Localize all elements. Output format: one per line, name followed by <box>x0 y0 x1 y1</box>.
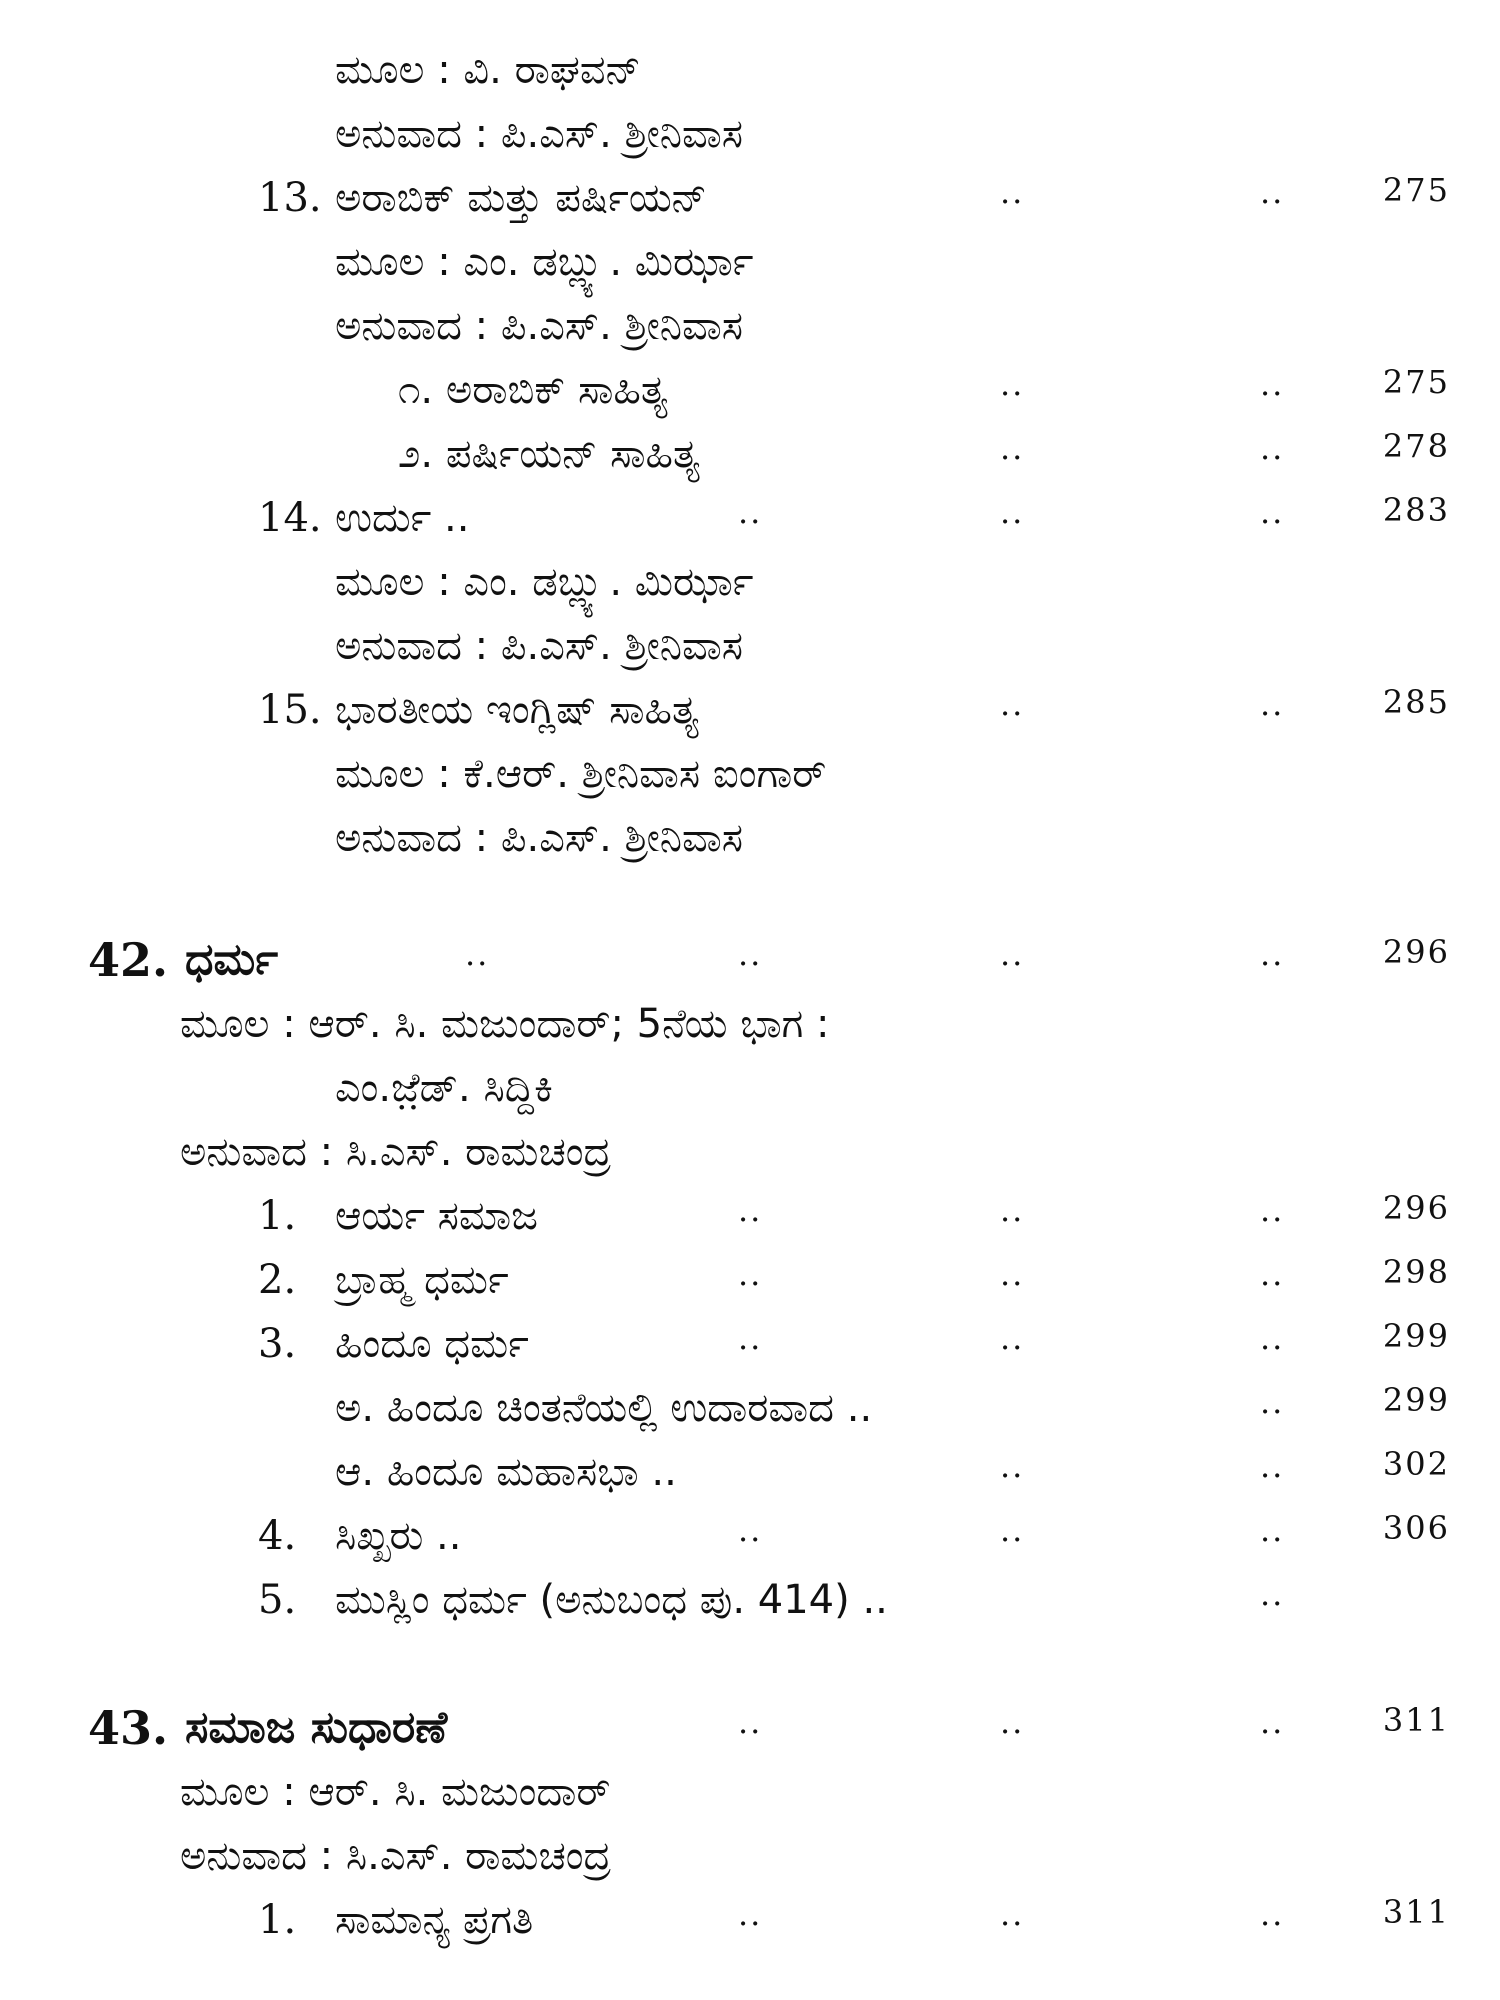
toc-source-line <box>0 552 1500 612</box>
dot-leader: .. <box>738 1191 763 1229</box>
source-text: ಮೂಲ : ವಿ. ರಾಘವನ್ <box>335 47 641 93</box>
chapter-number: 42. <box>88 933 169 987</box>
dot-leader: .. <box>1260 1191 1285 1229</box>
dot-leader: .. <box>1260 173 1285 211</box>
source-text: ಮೂಲ : ಎಂ. ಡಬ್ಲ್ಯು. ಮಿರ್ಝಾ <box>335 559 754 605</box>
entry-number: 1. <box>258 1897 297 1943</box>
dot-leader: .. <box>1000 685 1025 723</box>
page-number: 278 <box>1382 427 1450 465</box>
source-text: ಮೂಲ : ಆರ್. ಸಿ. ಮಜುಂದಾರ್ <box>180 1769 611 1815</box>
entry-number: 4. <box>258 1513 297 1559</box>
translator-text: ಅನುವಾದ : ಪಿ.ಎಸ್. ಶ್ರೀನಿವಾಸ <box>335 111 744 157</box>
dot-leader: .. <box>1260 1319 1285 1357</box>
toc-chapter <box>0 930 1500 990</box>
entry-number: 2. <box>258 1257 297 1303</box>
toc-source-line <box>0 1762 1500 1822</box>
toc-entry <box>0 1186 1500 1246</box>
toc-source-line <box>0 744 1500 804</box>
page-number: 306 <box>1382 1509 1450 1547</box>
entry-number: 13. <box>258 175 322 221</box>
translator-text: ಅನುವಾದ : ಪಿ.ಎಸ್. ಶ್ರೀನಿವಾಸ <box>335 623 744 669</box>
subentry-title: ೧. ಅರಾಬಿಕ್ ಸಾಹಿತ್ಯ <box>398 367 668 413</box>
dot-leader: .. <box>1260 1255 1285 1293</box>
entry-title: ಭಾರತೀಯ ಇಂಗ್ಲಿಷ್ ಸಾಹಿತ್ಯ <box>335 687 699 733</box>
toc-translator-line <box>0 1122 1500 1182</box>
dot-leader: .. <box>1260 935 1285 973</box>
dot-leader: .. <box>1000 493 1025 531</box>
toc-subentry <box>0 1442 1500 1502</box>
dot-leader: .. <box>1260 685 1285 723</box>
page-number: 296 <box>1382 1189 1450 1227</box>
dot-leader: .. <box>1000 1191 1025 1229</box>
toc-entry <box>0 1890 1500 1950</box>
subentry-title: ಅ. ಹಿಂದೂ ಚಿಂತನೆಯಲ್ಲಿ ಉದಾರವಾದ .. <box>335 1385 873 1431</box>
toc-source-line <box>0 1058 1500 1118</box>
dot-leader: .. <box>738 1895 763 1933</box>
source-text: ಎಂ.ಜ಼ೆಡ್. ಸಿದ್ದಿಕಿ <box>335 1065 553 1111</box>
page-number: 311 <box>1382 1893 1450 1931</box>
dot-leader: .. <box>1260 1447 1285 1485</box>
dot-leader: .. <box>738 1703 763 1741</box>
toc-translator-line <box>0 296 1500 356</box>
entry-title: ಉರ್ದು .. <box>335 495 470 541</box>
dot-leader: .. <box>1000 1703 1025 1741</box>
dot-leader: .. <box>1260 1511 1285 1549</box>
dot-leader: .. <box>1260 365 1285 403</box>
entry-title: ಬ್ರಾಹ್ಮ ಧರ್ಮ <box>335 1257 509 1303</box>
toc-translator-line <box>0 1826 1500 1886</box>
translator-text: ಅನುವಾದ : ಪಿ.ಎಸ್. ಶ್ರೀನಿವಾಸ <box>335 815 744 861</box>
entry-title: ಅರಾಬಿಕ್ ಮತ್ತು ಪರ್ಷಿಯನ್ <box>335 175 707 221</box>
entry-number: 5. <box>258 1577 297 1623</box>
entry-title: ಮುಸ್ಲಿಂ ಧರ್ಮ (ಅನುಬಂಧ ಪು. 414) .. <box>335 1577 888 1623</box>
chapter-number: 43. <box>88 1701 169 1755</box>
subentry-title: ಆ. ಹಿಂದೂ ಮಹಾಸಭಾ .. <box>335 1449 677 1495</box>
page-number: 311 <box>1382 1701 1450 1739</box>
entry-title: ಸಿಖ್ಖರು .. <box>335 1513 462 1559</box>
translator-text: ಅನುವಾದ : ಪಿ.ಎಸ್. ಶ್ರೀನಿವಾಸ <box>335 303 744 349</box>
dot-leader: .. <box>1000 935 1025 973</box>
page-number: 275 <box>1382 171 1450 209</box>
dot-leader: .. <box>1000 1511 1025 1549</box>
source-text: ಮೂಲ : ಆರ್. ಸಿ. ಮಜುಂದಾರ್; 5ನೆಯ ಭಾಗ : <box>180 1001 830 1047</box>
entry-title: ಹಿಂದೂ ಧರ್ಮ <box>335 1321 529 1367</box>
chapter-title: ಧರ್ಮ <box>185 934 279 985</box>
page-number: 275 <box>1382 363 1450 401</box>
toc-subentry <box>0 424 1500 484</box>
page-number: 299 <box>1382 1317 1450 1355</box>
page-number: 283 <box>1382 491 1450 529</box>
translator-text: ಅನುವಾದ : ಸಿ.ಎಸ್. ರಾಮಚಂದ್ರ <box>180 1129 612 1175</box>
toc-source-line <box>0 994 1500 1054</box>
dot-leader: .. <box>738 1319 763 1357</box>
dot-leader: .. <box>738 1255 763 1293</box>
toc-subentry <box>0 360 1500 420</box>
dot-leader: .. <box>738 1511 763 1549</box>
dot-leader: .. <box>1000 1447 1025 1485</box>
dot-leader: .. <box>1000 1319 1025 1357</box>
dot-leader: .. <box>1000 429 1025 467</box>
entry-title: ಆರ್ಯ ಸಮಾಜ <box>335 1193 538 1239</box>
toc-source-line <box>0 40 1500 100</box>
dot-leader: .. <box>1260 1383 1285 1421</box>
dot-leader: .. <box>1260 1703 1285 1741</box>
dot-leader: .. <box>1000 365 1025 403</box>
toc-subentry <box>0 1378 1500 1438</box>
chapter-title: ಸಮಾಜ ಸುಧಾರಣೆ <box>185 1702 448 1753</box>
toc-entry <box>0 1506 1500 1566</box>
dot-leader: .. <box>1260 493 1285 531</box>
page-number: 285 <box>1382 683 1450 721</box>
toc-entry <box>0 1314 1500 1374</box>
dot-leader: .. <box>1000 173 1025 211</box>
toc-entry <box>0 488 1500 548</box>
toc-entry <box>0 1250 1500 1310</box>
toc-chapter <box>0 1698 1500 1758</box>
source-text: ಮೂಲ : ಎಂ. ಡಬ್ಲ್ಯು. ಮಿರ್ಝಾ <box>335 239 754 285</box>
page-number: 298 <box>1382 1253 1450 1291</box>
subentry-title: ೨. ಪರ್ಷಿಯನ್ ಸಾಹಿತ್ಯ <box>398 431 700 477</box>
entry-number: 14. <box>258 495 322 541</box>
toc-translator-line <box>0 104 1500 164</box>
toc-entry <box>0 1570 1500 1630</box>
dot-leader: .. <box>465 935 490 973</box>
page-number: 296 <box>1382 933 1450 971</box>
dot-leader: .. <box>1260 1895 1285 1933</box>
translator-text: ಅನುವಾದ : ಸಿ.ಎಸ್. ರಾಮಚಂದ್ರ <box>180 1833 612 1879</box>
toc-entry <box>0 680 1500 740</box>
page-number: 302 <box>1382 1445 1450 1483</box>
toc-source-line <box>0 232 1500 292</box>
entry-number: 3. <box>258 1321 297 1367</box>
entry-title: ಸಾಮಾನ್ಯ ಪ್ರಗತಿ <box>335 1897 534 1943</box>
dot-leader: .. <box>738 493 763 531</box>
toc-translator-line <box>0 808 1500 868</box>
page-number: 299 <box>1382 1381 1450 1419</box>
toc-translator-line <box>0 616 1500 676</box>
dot-leader: .. <box>1000 1895 1025 1933</box>
dot-leader: .. <box>1000 1255 1025 1293</box>
dot-leader: .. <box>738 935 763 973</box>
entry-number: 1. <box>258 1193 297 1239</box>
dot-leader: .. <box>1260 1575 1285 1613</box>
source-text: ಮೂಲ : ಕೆ.ಆರ್. ಶ್ರೀನಿವಾಸ ಐಂಗಾರ್ <box>335 751 827 797</box>
entry-number: 15. <box>258 687 322 733</box>
toc-entry <box>0 168 1500 228</box>
dot-leader: .. <box>1260 429 1285 467</box>
